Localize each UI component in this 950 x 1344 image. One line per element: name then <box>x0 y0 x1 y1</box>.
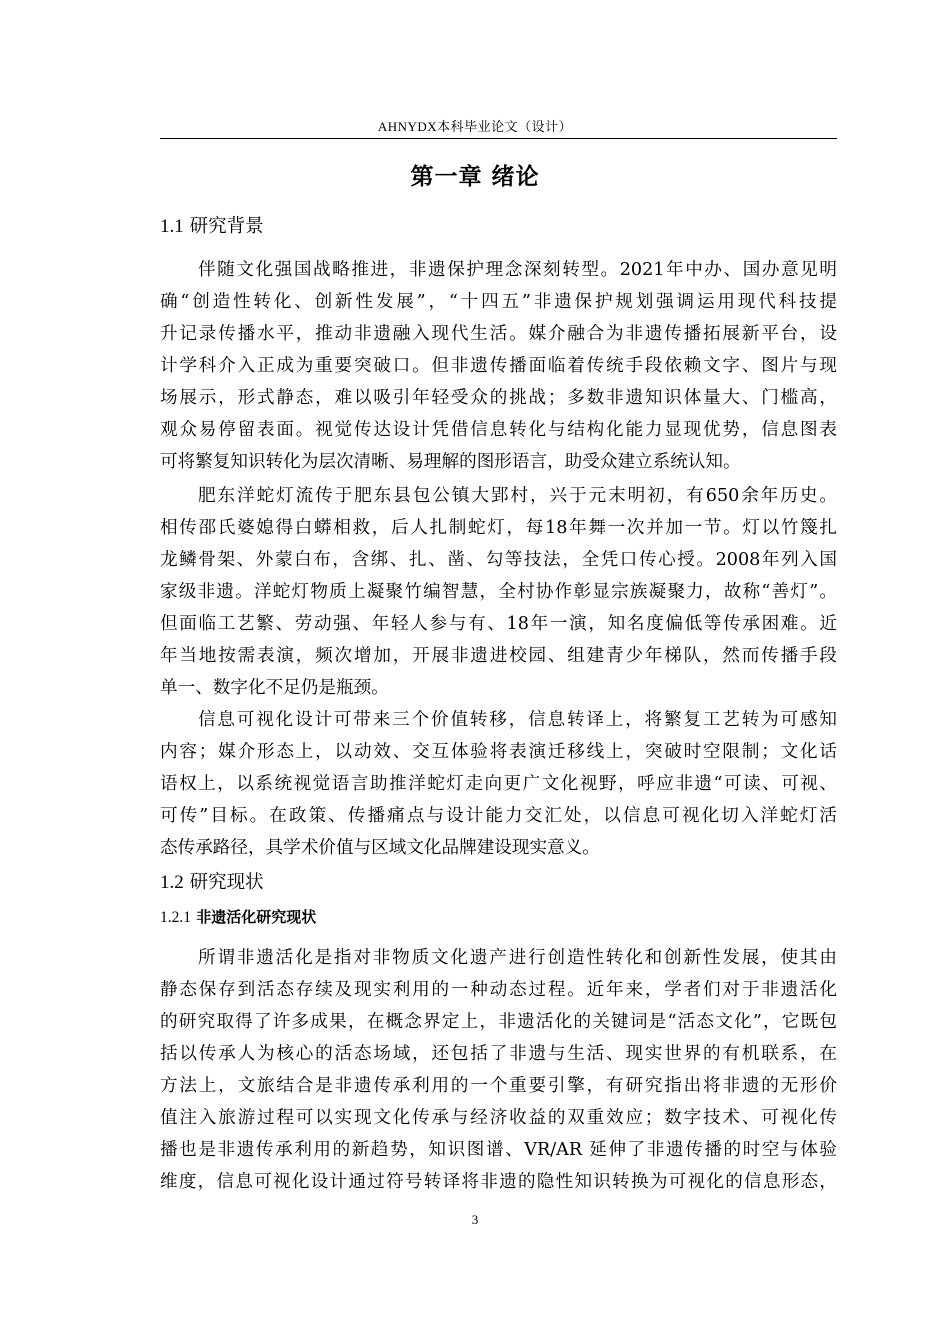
paragraph-1-line: 升记录传播水平，推动非遗融入现代生活。媒介融合为非遗传播拓展新平台，设 <box>160 324 837 344</box>
subsection-title: 非遗活化研究现状 <box>196 908 317 926</box>
paragraph-4-line: 括以传承人为核心的活态场域，还包括了非遗与生活、现实世界的有机联系，在 <box>160 1044 837 1064</box>
section-title: 研究背景 <box>189 216 264 237</box>
paragraph-1-line: 观众易停留表面。视觉传达设计凭借信息转化与结构化能力显现优势，信息图表 <box>160 420 837 440</box>
paragraph-4-line: 的研究取得了许多成果，在概念界定上，非遗活化的关键词是“活态文化”，它既包 <box>160 1012 837 1032</box>
section-heading-1-2 <box>160 868 264 894</box>
paragraph-1-line: 确“创造性转化、创新性发展”，“十四五”非遗保护规划强调运用现代科技提 <box>160 292 837 312</box>
paragraph-2-line: 龙鳞骨架、外蒙白布，含绑、扎、凿、勾等技法，全凭口传心授。2008年列入国 <box>160 550 837 570</box>
paragraph-2-line: 但面临工艺繁、劳动强、年轻人参与有、18年一演，知名度偏低等传承困难。近 <box>160 614 837 634</box>
subsection-number: 1.2.1 <box>160 909 191 926</box>
paragraph-3-line: 态传承路径，具学术价值与区域文化品牌建设现实意义。 <box>160 838 600 858</box>
paragraph-4-line: 值注入旅游过程可以实现文化传承与经济收益的双重效应；数字技术、可视化传 <box>160 1108 837 1128</box>
section-number: 1.2 <box>160 872 184 893</box>
header-rule <box>160 138 837 139</box>
chapter-title: 第一章 绪论 <box>410 164 540 190</box>
section-heading-1-1 <box>160 212 264 238</box>
paragraph-4-line: 所谓非遗活化是指对非物质文化遗产进行创造性转化和创新性发展，使其由 <box>198 948 837 968</box>
paragraph-1-line: 可将繁复知识转化为层次清晰、易理解的图形语言，助受众建立系统认知。 <box>160 452 741 472</box>
paragraph-2-line: 年当地按需表演，频次增加，开展非遗进校园、组建青少年梯队，然而传播手段 <box>160 646 837 666</box>
section-number: 1.1 <box>160 216 184 237</box>
paragraph-1-line: 计学科介入正成为重要突破口。但非遗传播面临着传统手段依赖文字、图片与现 <box>160 356 837 376</box>
paragraph-3-line: 语权上，以系统视觉语言助推洋蛇灯走向更广文化视野，呼应非遗“可读、可视、 <box>160 774 837 794</box>
section-title: 研究现状 <box>189 872 264 893</box>
paragraph-2-line: 单一、数字化不足仍是瓶颈。 <box>160 678 389 698</box>
paragraph-1-line: 场展示，形式静态，难以吸引年轻受众的挑战；多数非遗知识体量大、门槛高， <box>160 388 837 408</box>
paragraph-2-line: 相传邵氏婆媳得白蟒相救，后人扎制蛇灯，每18年舞一次并加一节。灯以竹篾扎 <box>160 518 837 538</box>
page-number: 3 <box>471 1212 479 1227</box>
paragraph-1-line: 伴随文化强国战略推进，非遗保护理念深刻转型。2021年中办、国办意见明 <box>198 260 837 280</box>
paragraph-4-line: 维度，信息可视化设计通过符号转译将非遗的隐性知识转换为可视化的信息形态， <box>160 1172 837 1192</box>
paragraph-2-line: 肥东洋蛇灯流传于肥东县包公镇大郢村，兴于元末明初，有650余年历史。 <box>198 486 837 506</box>
paragraph-4-line: 播也是非遗传承利用的新趋势，知识图谱、VR/AR 延伸了非遗传播的时空与体验 <box>160 1140 837 1160</box>
paragraph-2-line: 家级非遗。洋蛇灯物质上凝聚竹编智慧，全村协作彰显宗族凝聚力，故称“善灯”。 <box>160 582 837 602</box>
paragraph-4-line: 静态保存到活态存续及现实利用的一种动态过程。近年来，学者们对于非遗活化 <box>160 980 837 1000</box>
running-header: AHNYDX本科毕业论文（设计） <box>377 119 573 134</box>
subsection-heading-1-2-1 <box>160 906 316 927</box>
paragraph-3-line: 可传”目标。在政策、传播痛点与设计能力交汇处，以信息可视化切入洋蛇灯活 <box>160 806 837 826</box>
paragraph-3-line: 内容；媒介形态上，以动效、交互体验将表演迁移线上，突破时空限制；文化话 <box>160 742 837 762</box>
paragraph-3-line: 信息可视化设计可带来三个价值转移，信息转译上，将繁复工艺转为可感知 <box>198 710 837 730</box>
paragraph-4-line: 方法上，文旅结合是非遗传承利用的一个重要引擎，有研究指出将非遗的无形价 <box>160 1076 837 1096</box>
